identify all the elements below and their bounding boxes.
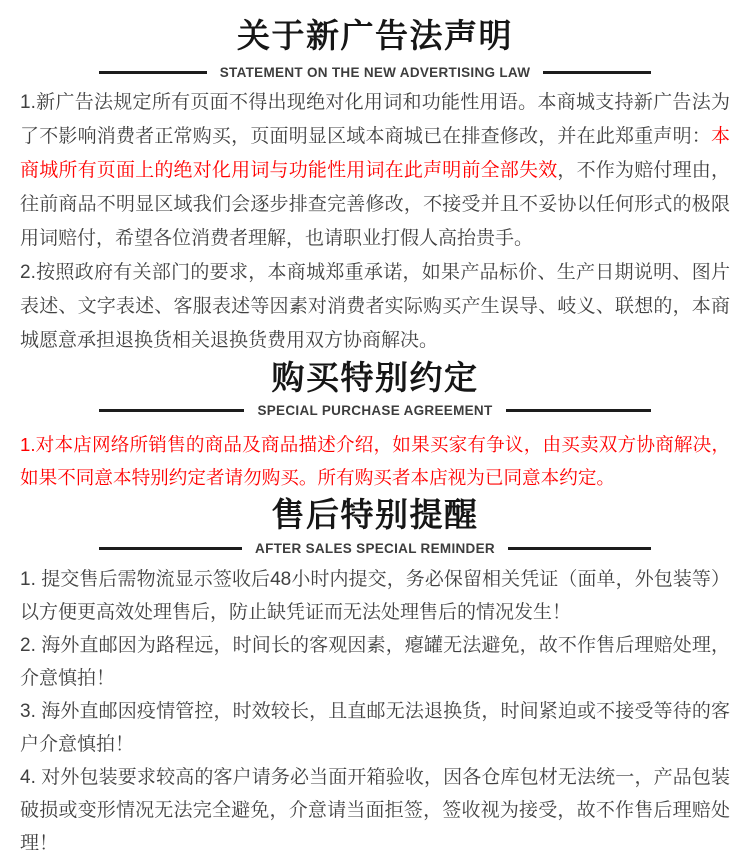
after-sales-list bbox=[20, 563, 730, 860]
section-title-after-sales: 售后特别提醒 bbox=[271, 496, 479, 533]
section-purchase-agreement bbox=[20, 358, 730, 494]
divider-line-right bbox=[543, 71, 651, 74]
after-sales-item-4: 4. 对外包装要求较高的客户请务必当面开箱验收，因各仓库包材无法统一，产品包装破损或变形情况无法完全避免，介意请当面拒签，签收视为接受，故不作售后理赔处理！ bbox=[20, 767, 730, 854]
divider-line-left bbox=[99, 409, 244, 412]
section-subtitle-row bbox=[99, 62, 651, 82]
paragraph-purchase-agreement: 1.对本店网络所销售的商品及商品描述介绍，如果买家有争议，由买卖双方协商解决，如果不同意本特别约定者请勿购买。所有购买者本店视为已同意本约定。 bbox=[20, 434, 730, 488]
section-subtitle-ad-law: STATEMENT ON THE NEW ADVERTISING LAW bbox=[219, 64, 531, 80]
section-subtitle-row bbox=[99, 538, 651, 558]
paragraph-ad-law-1-black-lead: 1.新广告法规定所有页面不得出现绝对化用词和功能性用语。本商城支持新广告法为了不影响消费者正常购买，页面明显区域本商城已在排查修改，并在此郑重声明： bbox=[20, 92, 730, 147]
after-sales-item-1: 1. 提交售后需物流显示签收后48小时内提交，务必保留相关凭证（面单，外包装等）以方便更高效处理售后，防止缺凭证而无法处理售后的情况发生！ bbox=[20, 569, 730, 623]
section-subtitle-row bbox=[99, 400, 651, 420]
section-after-sales-reminder bbox=[20, 494, 730, 860]
section-ad-law-statement bbox=[20, 12, 730, 358]
divider-line-right bbox=[506, 409, 651, 412]
section-subtitle-purchase: SPECIAL PURCHASE AGREEMENT bbox=[257, 402, 493, 418]
paragraph-ad-law-2: 2.按照政府有关部门的要求，本商城郑重承诺，如果产品标价、生产日期说明、图片表述、文字表述、客服表述等因素对消费者实际购买产生误导、岐义、联想的，本商城愿意承担退换货相关退换货费用双方协商解决。 bbox=[20, 262, 730, 351]
divider-line-left bbox=[99, 547, 242, 550]
paragraph-ad-law-1-black-tail: ，不作为赔付理由，往前商品不明显区域我们会逐步排查完善修改，不接受并且不妥协以任何形式的极限用词赔付，希望各位消费者理解，也请职业打假人高抬贵手。 bbox=[20, 160, 730, 249]
section-subtitle-after-sales: AFTER SALES SPECIAL REMINDER bbox=[255, 540, 495, 556]
divider-line-left bbox=[99, 71, 207, 74]
after-sales-item-3: 3. 海外直邮因疫情管控，时效较长，且直邮无法退换货，时间紧迫或不接受等待的客户介意慎拍！ bbox=[20, 701, 730, 755]
paragraph-ad-law-1 bbox=[20, 86, 730, 256]
divider-line-right bbox=[508, 547, 651, 550]
section-title-purchase: 购买特别约定 bbox=[271, 359, 479, 396]
section-title-ad-law: 关于新广告法声明 bbox=[237, 17, 513, 54]
paragraph-ad-law-1-red-highlight: 本商城所有页面上的绝对化用词与功能性用词在此声明前全部失效 bbox=[20, 126, 730, 181]
after-sales-item-2: 2. 海外直邮因为路程远，时间长的客观因素，瘪罐无法避免，故不作售后理赔处理，介意慎拍！ bbox=[20, 635, 730, 689]
